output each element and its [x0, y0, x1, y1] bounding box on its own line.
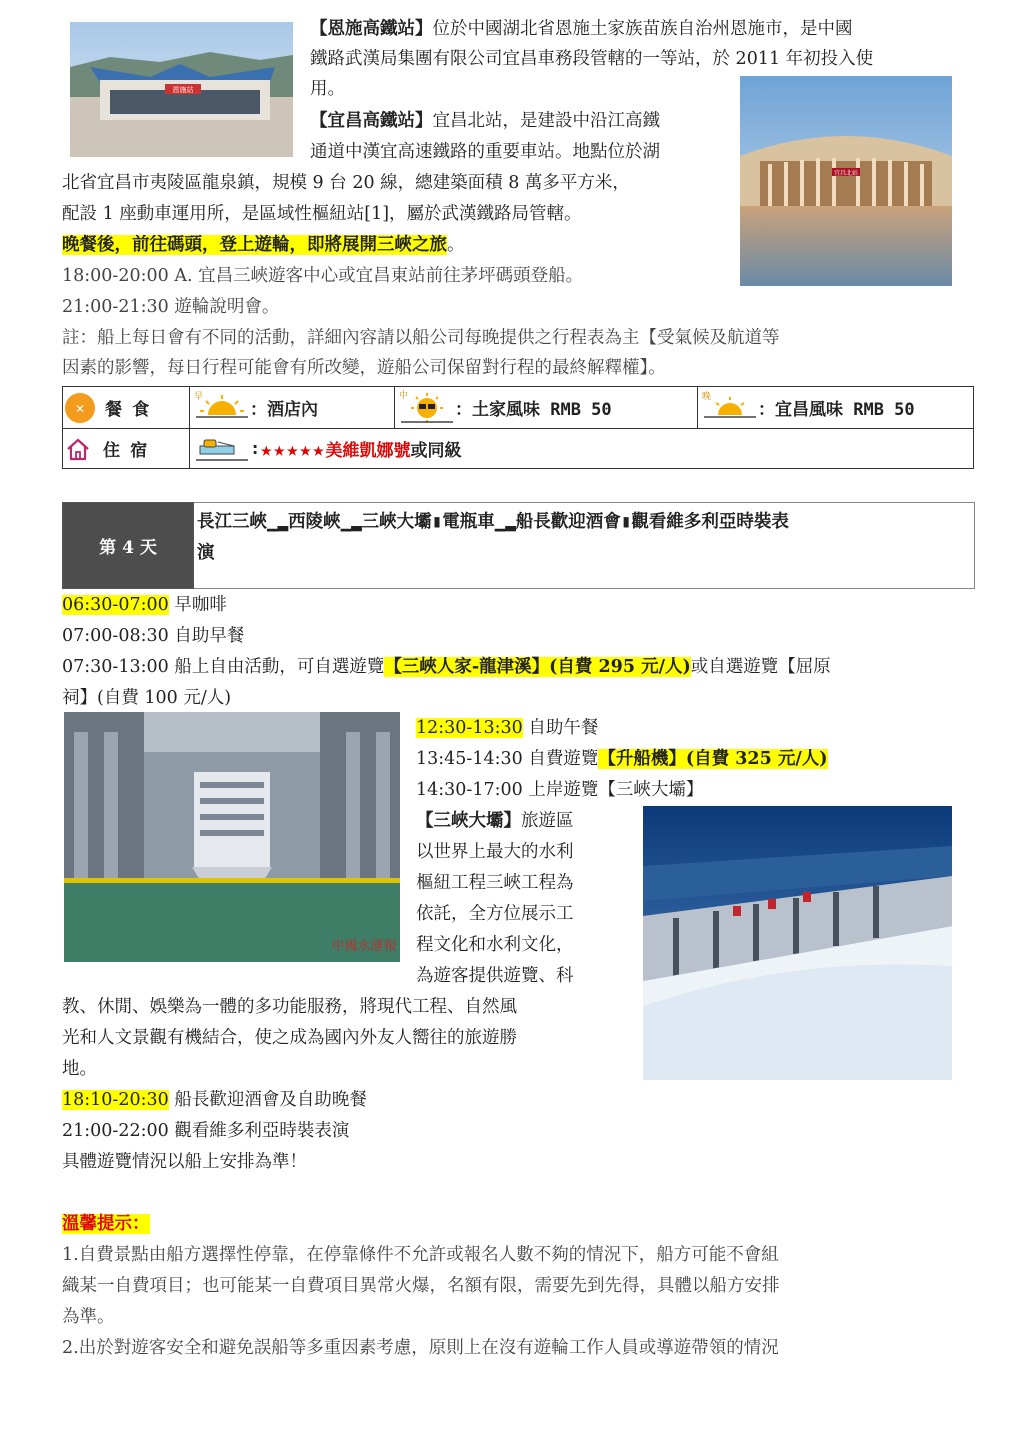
lodging-cell: [190, 429, 974, 469]
day4-title-part3: 三峽大壩: [361, 512, 432, 532]
dinner-tag: 晚: [702, 391, 712, 402]
day4-title-cell: [194, 503, 975, 589]
dinner-note-line: [62, 230, 465, 261]
tip1-line2: 織某一自費項目；也可能某一自費項目異常火爆，名額有限，需要先到先得，具體以船方安排: [62, 1276, 780, 1296]
enshi-text1: 位於中國湖北省恩施土家族苗族自治州恩施市，是中國: [432, 19, 853, 39]
day4-fashion-show: 21:00-22:00 觀看維多利亞時裝表演: [62, 1121, 350, 1141]
boat-icon: ▁▂: [494, 512, 516, 532]
dam-desc-4: 依託，全方位展示工: [416, 904, 574, 924]
welcome-party-time: 18:10-20:30: [62, 1090, 169, 1110]
day4-label: 第 4 天: [99, 538, 157, 558]
day4-lunch: [416, 713, 598, 744]
dam-desc-1: [416, 806, 574, 837]
house-icon: [65, 437, 91, 461]
ship-suffix: 或同級: [410, 441, 462, 461]
enshi-station-photo: [70, 22, 293, 157]
dinner-note: 晚餐後，前往碼頭，登上遊輪，即將展開三峽之旅: [62, 235, 447, 255]
tips-title: 溫馨提示：: [62, 1214, 150, 1234]
sunrise-icon: [194, 393, 250, 423]
ship-lift-photo: [64, 712, 400, 962]
coffee-text: 早咖啡: [168, 595, 227, 615]
ship-name: 美維凱娜號: [325, 441, 411, 461]
enshi-line1: [310, 14, 853, 45]
yichang-line2: 通道中漢宜高速鐵路的重要車站。地點位於湖: [310, 142, 660, 162]
meals-label: 餐 食: [105, 400, 150, 420]
breakfast-text: ：酒店內: [250, 400, 318, 420]
enshi-line3: 用。: [310, 79, 345, 99]
lunch-activity: 自助午餐: [522, 718, 599, 738]
dam-desc-6: 為遊客提供遊覽、科: [416, 966, 574, 986]
dam-desc-3: 樞紐工程三峽工程為: [416, 873, 574, 893]
free-activity-text: 07:30-13:00 船上自由活動，可自選遊覽: [62, 657, 385, 677]
sun-sunglasses-icon: [399, 392, 455, 424]
day4-title-part5: 船長歡迎酒會: [515, 512, 621, 532]
breakfast-tag: 早: [194, 391, 204, 402]
day4-dam-visit: 14:30-17:00 上岸遊覽【三峽大壩】: [416, 780, 704, 800]
day4-note: 具體遊覽情況以船上安排為準！: [62, 1152, 307, 1172]
breakfast-cell: [190, 387, 395, 429]
ship-lift-option: 【升船機】(自費 325 元/人): [598, 749, 828, 769]
day4-free-activity: [62, 652, 831, 683]
dinner-text: ：宜昌風味 RMB 50: [758, 400, 915, 420]
schedule-briefing: 21:00-21:30 遊輪說明會。: [62, 297, 280, 317]
yichang-line1: [310, 106, 660, 137]
dam-desc-9: 地。: [62, 1059, 97, 1079]
lodging-label-cell: [63, 429, 190, 469]
yichang-text1: 宜昌北站，是建設中沿江高鐵: [432, 111, 660, 131]
dam-desc-5: 程文化和水利文化，: [416, 935, 574, 955]
lunch-text: ：土家風味 RMB 50: [455, 400, 612, 420]
day4-title-line2: 演: [197, 543, 215, 563]
longjin-option: 【三峽人家-龍津溪】(自費 295 元/人): [384, 657, 691, 677]
meals-lodging-table: [62, 386, 974, 469]
meal-utensils-icon: ✕: [65, 393, 95, 423]
yichang-line3: 北省宜昌市夷陵區龍泉鎮，規模 9 台 20 線，總建築面積 8 萬多平方米，: [62, 173, 630, 193]
day4-title-part4: 電瓶車: [442, 512, 495, 532]
yichang-photo-sign: 宜昌北站: [833, 170, 859, 177]
day4-title-part2: 西陵峽: [288, 512, 341, 532]
dinner-cell: [698, 387, 974, 429]
day4-title-part1: 長江三峽: [197, 512, 267, 532]
dam-title: 【三峽大壩】: [416, 811, 521, 831]
day4-label-cell: [63, 503, 194, 589]
sunset-icon: [702, 393, 758, 423]
coffee-time: 06:30-07:00: [62, 595, 169, 615]
three-gorges-dam-photo: [643, 806, 952, 1080]
day4-welcome-party: [62, 1085, 367, 1116]
note-line2: 因素的影響，每日行程可能會有所改變，遊船公司保留對行程的最終解釋權】。: [62, 358, 666, 378]
yichang-line4: 配設 1 座動車運用所，是區域性樞紐站[1]，屬於武漢鐵路局管轄。: [62, 204, 582, 224]
yichang-station-photo: [740, 76, 952, 286]
enshi-line2: 鐵路武漢局集團有限公司宜昌車務段管轄的一等站，於 2011 年初投入使: [310, 49, 874, 69]
ship-lift-text: 13:45-14:30 自費遊覽: [416, 749, 599, 769]
lunch-tag: 中: [399, 390, 409, 401]
tip1-line3: 為準。: [62, 1307, 115, 1327]
boat-icon: ▁▂: [267, 512, 289, 532]
dam-desc-8: 光和人文景觀有機結合，使之成為國內外友人嚮往的旅遊勝: [62, 1028, 517, 1048]
day4-header-table: [62, 502, 975, 589]
tip1-line1: 1.自費景點由船方選擇性停靠，在停靠條件不允許或報名人數不夠的情況下，船方可能不會組: [62, 1245, 779, 1265]
lunch-cell: [395, 387, 698, 429]
tips-title-line: [62, 1209, 150, 1240]
bed-icon: [194, 434, 250, 464]
day4-free-activity-2: 祠】(自費 100 元/人): [62, 688, 232, 708]
day4-coffee: [62, 590, 227, 621]
lodging-label: 住 宿: [103, 441, 148, 461]
meals-label-cell: [63, 387, 190, 429]
dam-desc-1-text: 旅遊區: [521, 811, 574, 831]
lodging-prefix: :: [250, 438, 261, 459]
lift-watermark: 中國水運報: [331, 939, 397, 954]
lunch-time: 12:30-13:30: [416, 718, 523, 738]
yichang-title: 【宜昌高鐵站】: [310, 111, 433, 131]
day4-ship-lift: [416, 744, 828, 775]
dam-desc-2: 以世界上最大的水利: [416, 842, 574, 862]
day4-title: [194, 503, 974, 569]
enshi-title: 【恩施高鐵站】: [310, 19, 433, 39]
note-line1: 註：船上每日會有不同的活動，詳細內容請以船公司每晚提供之行程表為主【受氣候及航道等: [62, 328, 780, 348]
welcome-party-text: 船長歡迎酒會及自助晚餐: [168, 1090, 367, 1110]
dam-desc-7: 教、休閒、娛樂為一體的多功能服務，將現代工程、自然風: [62, 997, 517, 1017]
day4-breakfast: 07:00-08:30 自助早餐: [62, 626, 245, 646]
enshi-photo-sign: 恩施站: [172, 86, 194, 94]
dinner-note-end: 。: [447, 235, 465, 255]
tip2-line1: 2.出於對遊客安全和避免誤船等多重因素考慮，原則上在沒有遊輪工作人員或導遊帶領的情況: [62, 1338, 779, 1358]
person-icon: ▮: [620, 512, 632, 532]
person-icon: ▮: [431, 512, 443, 532]
day4-title-part6: 觀看維多利亞時裝表: [631, 512, 789, 532]
quyuan-option: 或自選遊覽【屈原: [690, 657, 831, 677]
schedule-boarding: 18:00-20:00 A. 宜昌三峽遊客中心或宜昌東站前往茅坪碼頭登船。: [62, 266, 584, 286]
boat-icon: ▁▂: [340, 512, 362, 532]
rating-stars: ★★★★★: [260, 436, 326, 461]
